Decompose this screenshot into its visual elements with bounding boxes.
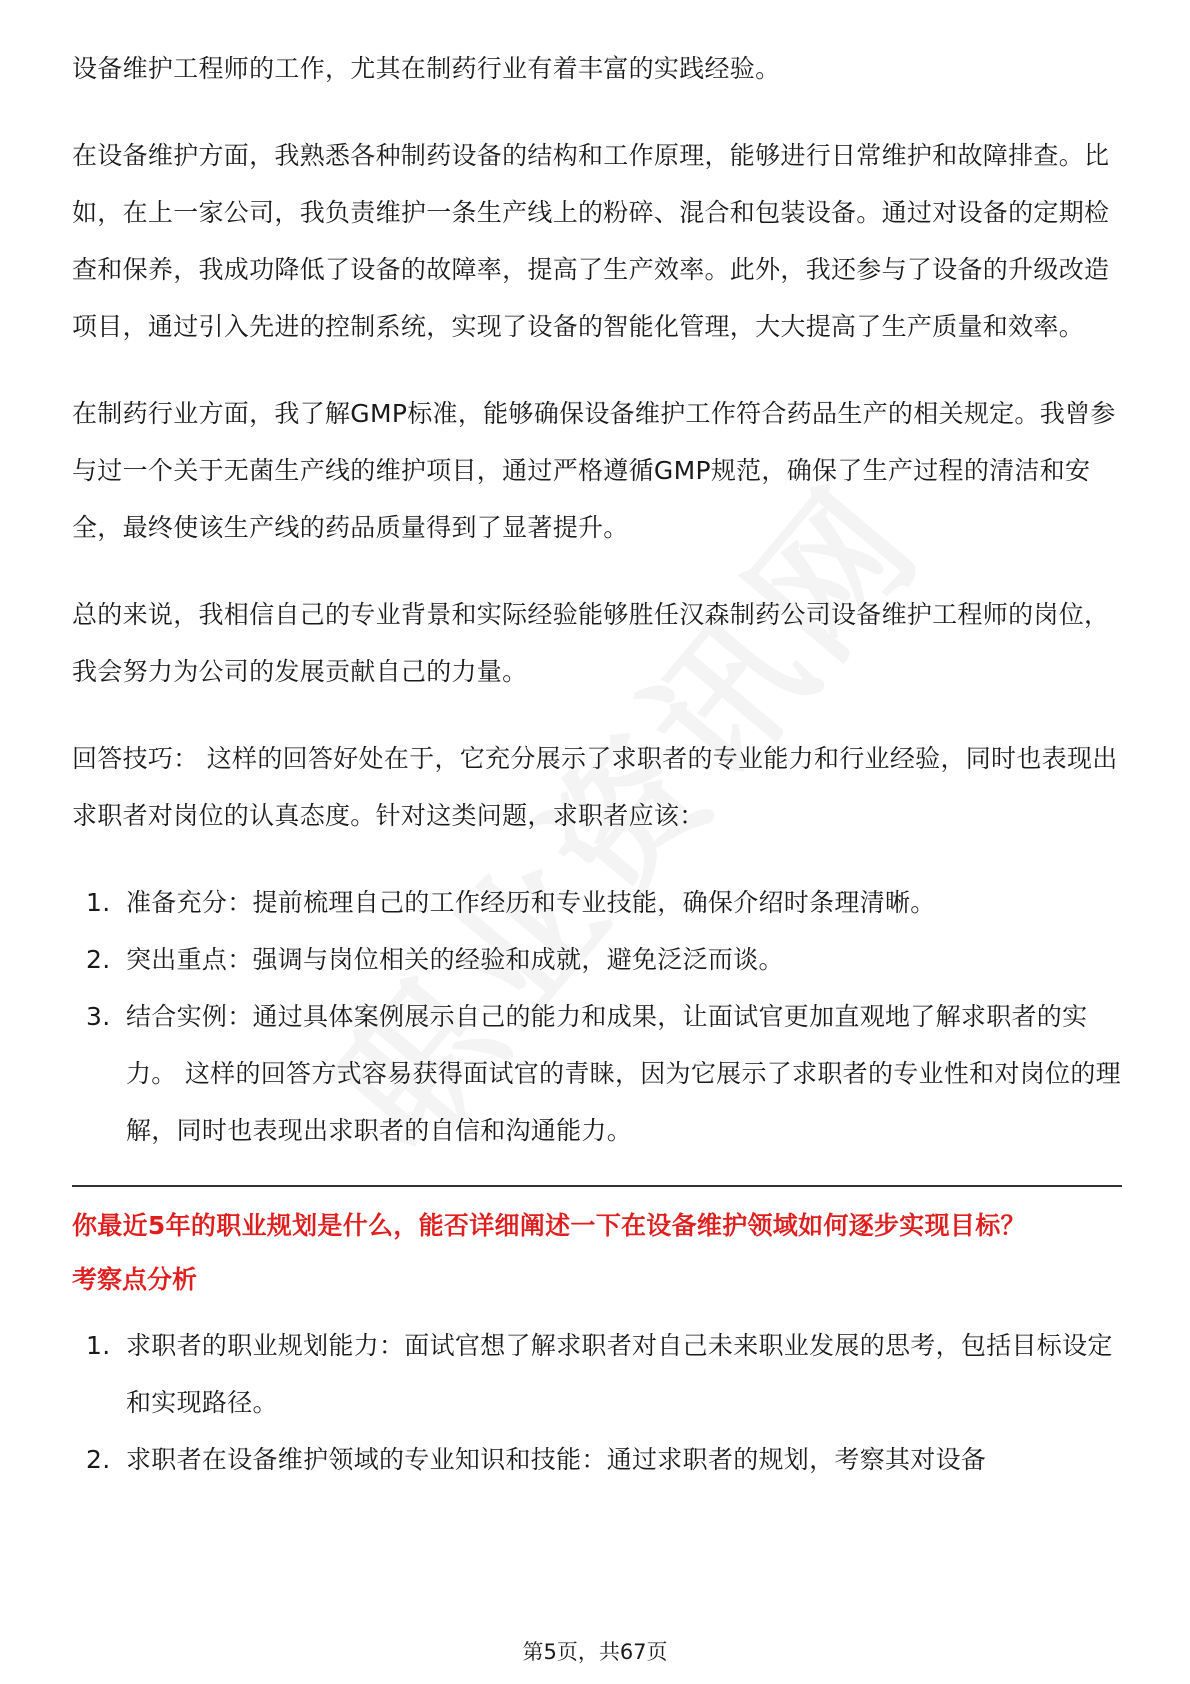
paragraph-maintenance: 在设备维护方面，我熟悉各种制药设备的结构和工作原理，能够进行日常维护和故障排查。比如，在上一家公司，我负责维护一条生产线上的粉碎、混合和包装设备。通过对设备的定期检查和保养，我成功降低了设备的故障率，提高了生产效率。此外，我还参与了设备的升级改造项目，通过引入先进的控制系统，实现了设备的智能化管理，大大提高了生产质量和效率。 — [72, 141, 1110, 341]
list-item-number: 1. — [86, 888, 111, 917]
section-title: 考察点分析 — [72, 1265, 198, 1294]
paragraph-tips-intro: 回答技巧： 这样的回答好处在于，它充分展示了求职者的专业能力和行业经验，同时也表现出求职者对岗位的认真态度。针对这类问题，求职者应该： — [72, 744, 1118, 830]
list-item-number: 2. — [86, 945, 111, 974]
page-content — [72, 40, 1122, 1514]
list-item — [72, 1317, 1122, 1431]
page-number-footer: 第5页，共67页 — [522, 1640, 668, 1664]
paragraph-pharma: 在制药行业方面，我了解GMP标准，能够确保设备维护工作符合药品生产的相关规定。我曾参与过一个关于无菌生产线的维护项目，通过严格遵循GMP规范，确保了生产过程的清洁和安全，最终使该生产线的药品质量得到了显著提升。 — [72, 399, 1116, 542]
list-item — [72, 1431, 1122, 1488]
list-item-text: 求职者的职业规划能力：面试官想了解求职者对自己未来职业发展的思考，包括目标设定和实现路径。 — [126, 1331, 1113, 1417]
list-item-text: 结合实例：通过具体案例展示自己的能力和成果，让面试官更加直观地了解求职者的实力。 这样的回答方式容易获得面试官的青睐，因为它展示了求职者的专业性和对岗位的理解，同时也表现出求职者的自信和沟通能力。 — [126, 1002, 1121, 1145]
list-item-number: 3. — [86, 1002, 111, 1031]
interview-question: 你最近5年的职业规划是什么，能否详细阐述一下在设备维护领域如何逐步实现目标？ — [72, 1211, 1026, 1240]
list-item — [72, 988, 1122, 1159]
list-item-text: 准备充分：提前梳理自己的工作经历和专业技能，确保介绍时条理清晰。 — [126, 888, 936, 917]
list-item — [72, 874, 1122, 931]
list-item — [72, 931, 1122, 988]
analysis-list — [72, 1317, 1122, 1488]
tips-list — [72, 874, 1122, 1159]
list-item-text: 突出重点：强调与岗位相关的经验和成就，避免泛泛而谈。 — [126, 945, 784, 974]
list-item-number: 2. — [86, 1445, 111, 1474]
list-item-number: 1. — [86, 1331, 111, 1360]
paragraph-summary: 总的来说，我相信自己的专业背景和实际经验能够胜任汉森制药公司设备维护工程师的岗位，我会努力为公司的发展贡献自己的力量。 — [72, 600, 1110, 686]
section-divider — [72, 1185, 1122, 1187]
list-item-text: 求职者在设备维护领域的专业知识和技能：通过求职者的规划，考察其对设备 — [126, 1445, 987, 1474]
paragraph-intro: 设备维护工程师的工作，尤其在制药行业有着丰富的实践经验。 — [72, 54, 781, 83]
